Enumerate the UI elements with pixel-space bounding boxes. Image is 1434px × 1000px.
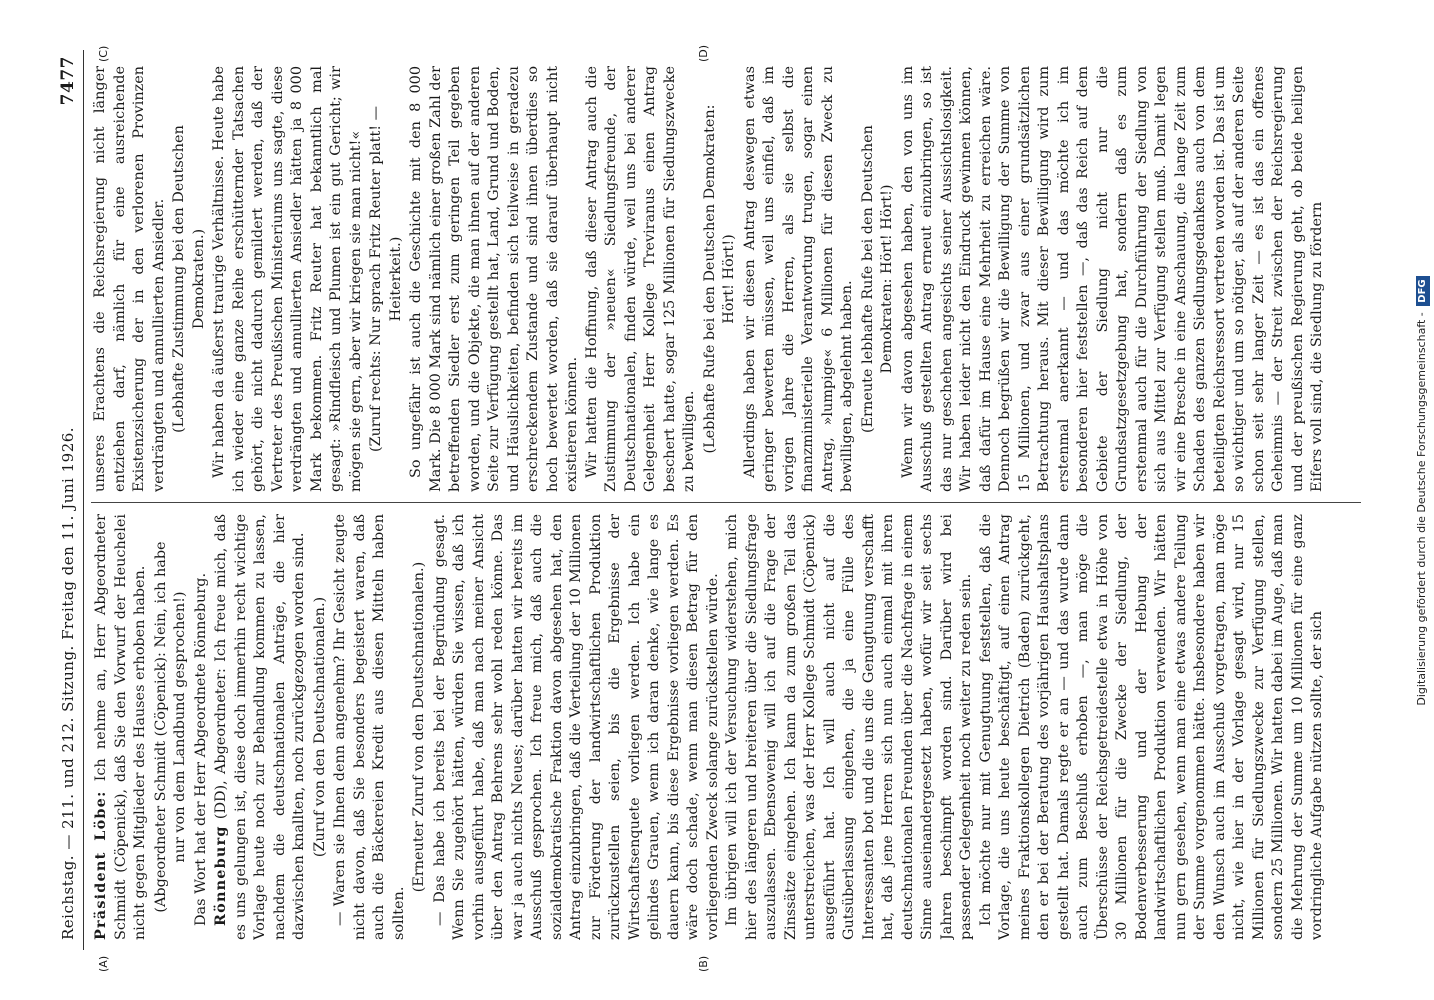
header-title: Reichstag. — 211. und 212. Sitzung. Freitag den 11. Juni 1926.	[59, 426, 77, 940]
paragraph-text: (DD), Abgeordneter: Ich freue mich, daß es uns gelungen ist, diese doch immerhin recht wichtige Vorlage heute noch zur Behandlung kommen zu lassen, nachdem die deutschnationalen Anträge, die hier dazwischen knallten, noch zurückgezogen worden sind.	[213, 514, 307, 940]
paragraph-text: Ich möchte nur mit Genugtuung feststellen, daß die Vorlage, die uns heute beschäftigt, auf einen Antrag meines Fraktionskollegen Dietrich (Baden) zurückgeht, den er bei der Beratung des vorjährigen Haushaltsplans gestellt hat. Damals regte er an — und das wurde dann auch zum Beschluß erhoben —, man möge die Überschüsse der Reichsgetreidestelle etwa in Höhe von 30 Millionen für die Zwecke der Siedlung, der Bodenverbesserung und der Hebung der landwirtschaftlichen Produktion verwenden. Wir hätten nun gern gesehen, wenn man eine etwas andere Teilung der Summe vorgenommen hätte. Insbesondere haben wir den Wunsch auch im Ausschuß vorgetragen, man möge nicht, wie hier in der Vorlage gesagt wird, nur 15 Millionen für Siedlungszwecke zur Verfügung stellen, sondern 25 Millionen. Wir hatten dabei im Auge, daß man die Mehrung der Summe um 10 Millionen für eine ganz vordringliche Aufgabe nützen sollte, der sich	[977, 514, 1325, 940]
right-column-paragraph	[701, 90, 740, 468]
margin-marker-c: (C)	[97, 45, 110, 62]
paragraph-text: (Abgeordneter Schmidt (Cöpenick): Nein, ich habe nur von dem Landbund gesprochen!)	[152, 541, 188, 913]
paragraph-text: — Das habe ich bereits bei der Begründung gesagt. Wenn Sie zugehört hätten, würden Sie wissen, daß ich vorhin ausgeführt habe, daß man nach meiner Ansicht über den Antrag Behrens sehr wohl reden könne. Das war ja auch nichts Neues; darüber hatten wir bereits im Ausschuß gesprochen. Ich freue mich, daß auch die sozialdemokratische Fraktion davon abgesehen hat, den Antrag einzubringen, daß die Verteilung der 10 Millionen zur Förderung der landwirtschaftlichen Produktion zurückzustellen seien, bis die Ergebnisse der Wirtschaftsenquete vorliegen werden. Ich habe ein gelindes Grauen, wenn ich daran denke, wie lange es dauern kann, bis diese Ergebnisse vorliegen werden. Es wäre doch schade, wenn man diesen Betrag für den vorliegenden Zweck solange zurückstellen würde.	[431, 514, 721, 940]
right-column-paragraph	[859, 90, 898, 468]
left-column-paragraph	[977, 514, 1328, 940]
paragraph-text: Wir hatten die Hoffnung, daß dieser Antrag auch die Zustimmung der »neuen« Siedlungsfreunde, der Deutschnationalen, finden würde, weil uns bei anderer Gelegenheit Herr Kollege Treviranus einen Antrag beschert hatte, sogar 125 Millionen für Siedlungszwecke zu bewilligen.	[583, 66, 697, 492]
left-column-paragraph	[431, 514, 724, 940]
margin-marker-d: (D)	[697, 44, 710, 62]
rotated-page	[57, 44, 1377, 972]
page-header	[57, 50, 79, 950]
margin-marker-b: (B)	[697, 955, 710, 972]
paragraph-text: Im übrigen will ich der Versuchung widerstehen, mich hier des längeren und breiteren über die Siedlungsfrage auszulassen. Ebensowenig will ich auf die Frage der Zinssätze eingehen. Ich kann da zum großen Teil das unterstreichen, was der Herr Kollege Schmidt (Cöpenick) ausgeführt hat. Ich will auch nicht auf die Gutsüberlassung eingehen, die ja eine Fülle des Interessanten bot und die uns die Genugtuung verschafft hat, daß jene Herren sich nun auch einmal mit ihren deutschnationalen Freunden über die Nachfrage in einem Sinne auseinandergesetzt haben, wofür wir seit sechs Jahren beschimpft worden sind. Darüber wird bei passender Gelegenheit noch weiter zu reden sein.	[724, 514, 974, 940]
left-column-paragraph	[723, 514, 977, 940]
paragraph-text: So ungefähr ist auch die Geschichte mit den 8 000 Mark. Die 8 000 Mark sind nämlich einer großen Zahl der betreffenden Siedler erst zum geringen Teil gegeben worden, und die Objekte, die man ihnen auf der anderen Seite zur Verfügung gestellt hat, Land, Grund und Boden, und Häuslichkeiten, befinden sich teilweise in geradezu erschreckendem Zustande und sind ihnen überdies so hoch bewertet worden, daß sie darauf überhaupt nicht existieren können.	[408, 66, 580, 492]
right-column-paragraph	[210, 66, 366, 492]
paragraph-text: (Erneute lebhafte Rufe bei den Deutschen Demokraten: Hört! Hört!)	[859, 125, 895, 433]
header-rule	[83, 50, 84, 950]
paragraph-text: (Zuruf rechts: Nur sprach Fritz Reuter platt! — Heiterkeit.)	[368, 106, 404, 453]
paragraph-text: (Zuruf von den Deutschnationalen.)	[311, 596, 328, 858]
paragraph-text: Allerdings haben wir diesen Antrag deswegen etwas geringer bewerten müssen, weil uns einfiel, daß im vorigen Jahre die Herren, als sie selbst die finanzministerielle Verantwortung trugen, sogar einen Antrag, »lumpige« 6 Millionen für diesen Zweck zu bewilligen, abgelehnt haben.	[741, 66, 855, 492]
left-column-paragraph	[410, 538, 430, 916]
right-column-paragraph	[407, 66, 583, 492]
speaker-name: Präsident Löbe:	[92, 790, 109, 940]
right-column	[91, 66, 1361, 492]
paragraph-text: (Erneuter Zuruf von den Deutschnationalen.)	[411, 561, 427, 893]
credit-text: Digitalisierung gefördert durch die Deutsche Forschungsgemeinschaft -	[1415, 312, 1428, 706]
paragraph-text: (Lebhafte Rufe bei den Deutschen Demokraten: Hört! Hört!)	[701, 104, 737, 454]
dfg-badge: DFG	[1416, 276, 1430, 305]
left-column-paragraph	[91, 514, 151, 940]
right-column-paragraph	[899, 66, 1328, 492]
left-column-paragraph	[331, 514, 409, 940]
paragraph-text: (Lebhafte Zustimmung bei den Deutschen Demokraten.)	[171, 125, 207, 433]
right-column-paragraph	[91, 66, 169, 492]
page-content	[57, 44, 1377, 972]
right-column-paragraph	[367, 90, 406, 468]
digitization-credit	[1412, 0, 1434, 1000]
left-column	[91, 514, 1361, 940]
left-column-paragraph	[211, 514, 310, 940]
paragraph-text: Ich nehme an, Herr Abgeordneter Schmidt (Cöpenick), daß Sie den Vorwurf der Heuchelei nicht gegen Mitglieder des Hauses erhoben haben.	[93, 514, 148, 940]
left-column-paragraph	[192, 514, 212, 940]
paragraph-text: Das Wort hat der Herr Abgeordnete Rönneburg.	[192, 572, 209, 926]
paragraph-text: Wir haben da äußerst traurige Verhältnisse. Heute habe ich wieder eine ganze Reihe erschütternder Tatsachen gehört, die nicht dadurch gemildert werden, daß der Vertreter des Preußischen Ministeriums uns sagte, diese verdrängten und annullierten Ansiedler hätten ja 8 000 Mark bekommen. Fritz Reuter hat bekanntlich mal gesagt: »Rindfleisch und Plumen ist ein gut Gericht; wir mögen sie gern, aber wir kriegen sie man nicht!«	[211, 66, 364, 492]
right-column-paragraph	[583, 66, 700, 492]
paragraph-text: — Waren sie Ihnen denn angenehm? Ihr Gesicht zeugte nicht davon, daß Sie besonders begeistert waren, daß auch die Bäckereien Kredit aus diesen Mitteln haben sollten.	[332, 514, 407, 940]
right-column-paragraph	[170, 90, 209, 468]
right-column-paragraph	[741, 66, 858, 492]
page-number: 7477	[58, 56, 78, 106]
column-separator	[91, 502, 1361, 503]
paragraph-text: Wenn wir davon abgesehen haben, den von uns im Ausschuß gestellten Antrag erneut einzubringen, so ist das nur geschehen angesichts seiner Aussichtslosigkeit. Wir haben leider nicht den Eindruck gewinnen können, daß dafür im Hause eine Mehrheit zu erreichen wäre. Dennoch begrüßen wir die Bewilligung der Summe von 15 Millionen, und zwar aus einer grundsätzlichen Betrachtung heraus. Mit dieser Bewilligung wird zum erstenmal anerkannt — und das möchte ich im besonderen hier feststellen —, daß das Reich auf dem Gebiete der Siedlung nicht nur die Grundsatzgesetzgebung hat, sondern daß es zum erstenmal auch für die Durchführung der Siedlung von sich aus Mittel zur Verfügung stellen muß. Damit legen wir eine Bresche in eine Anschauung, die lange Zeit zum Schaden des ganzen Siedlungsgedankens auch von dem beteiligten Reichsressort vertreten worden ist. Das ist um so wichtiger und um so nötiger, als auf der anderen Seite schon seit sehr langer Zeit — es ist das ein offenes Geheimnis — der Streit zwischen der Reichsregierung und der preußischen Regierung geht, ob beide heiligen Eifers voll sind, die Siedlung zu fördern	[899, 66, 1325, 492]
credit-text-wrapper	[1411, 11, 1433, 971]
left-column-paragraph	[152, 538, 191, 916]
speaker-name: Rönneburg	[212, 825, 229, 926]
paragraph-text: unseres Erachtens die Reichsregierung nicht länger entziehen darf, nämlich für eine ausreichende Existenzsicherung der in den verlorenen Provinzen verdrängten und annullierten Ansiedler.	[92, 66, 167, 492]
margin-marker-a: (A)	[97, 955, 110, 972]
left-column-paragraph	[311, 538, 331, 916]
